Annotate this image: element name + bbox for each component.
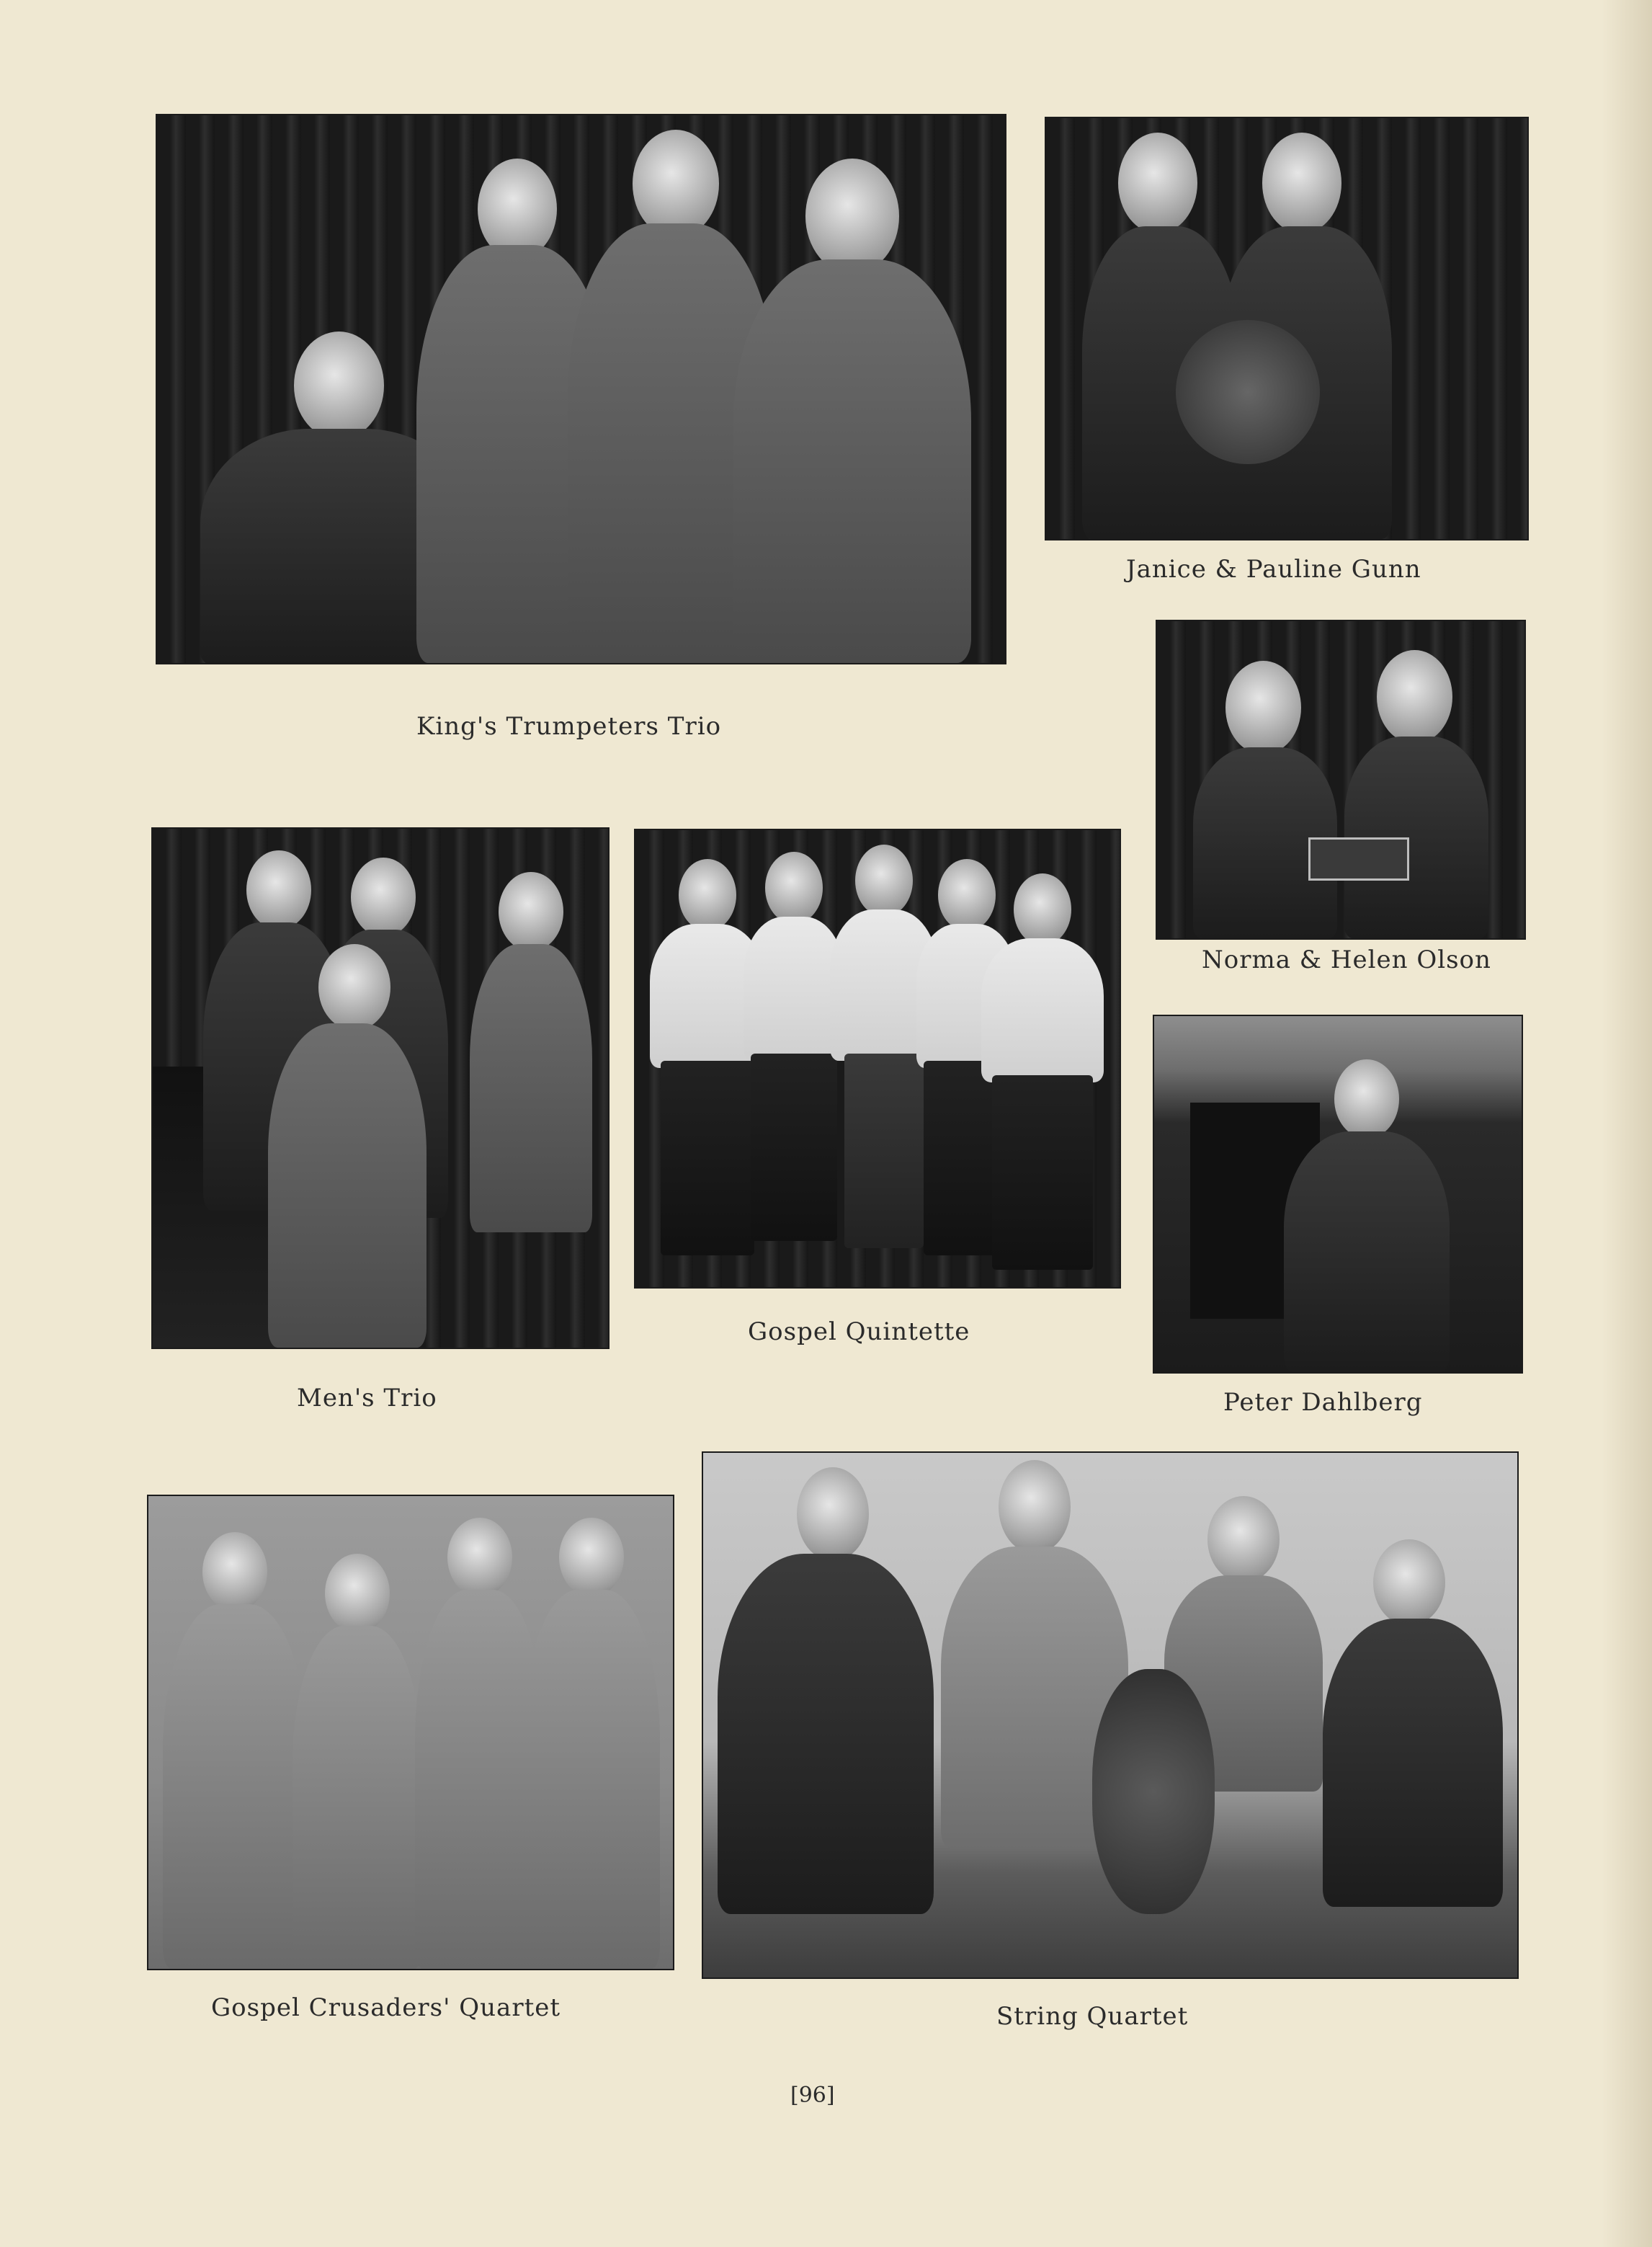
figure-singer-5 [981,873,1104,1287]
figure-crusader-4 [523,1518,660,1969]
photo-gospel-crusaders-quartet [148,1496,673,1969]
figure-crusader-1 [163,1532,307,1969]
caption-gospel-quintette: Gospel Quintette [748,1317,970,1346]
figure-helen [1344,650,1488,938]
photo-string-quartet [703,1453,1517,1977]
cello-shape [1092,1669,1215,1914]
page-edge-shadow [1602,0,1652,2247]
figure-violist [1323,1539,1503,1972]
figure-violinist-1 [718,1467,934,1972]
book-shape [1308,837,1409,881]
caption-mens-trio: Men's Trio [297,1384,437,1412]
caption-peter-dahlberg: Peter Dahlberg [1223,1388,1423,1417]
caption-gospel-crusaders-quartet: Gospel Crusaders' Quartet [211,1993,561,2022]
photo-mens-trio [153,829,608,1348]
figure-singer-2 [744,852,844,1287]
figure-pianist-men [239,944,427,1348]
figure-trumpeter-3 [719,159,978,663]
page-number: [96] [790,2083,835,2108]
photo-peter-dahlberg [1154,1016,1522,1372]
figure-norma [1193,661,1337,938]
photo-norma-helen-olson [1157,621,1524,938]
photo-gospel-quintette [635,830,1120,1287]
guitar-shape [1176,320,1320,464]
caption-norma-helen-olson: Norma & Helen Olson [1202,945,1491,974]
photo-janice-pauline-gunn [1046,118,1527,539]
photo-kings-trumpeters-trio [157,115,1005,663]
caption-string-quartet: String Quartet [996,2002,1189,2031]
figure-standing-3 [470,872,592,1232]
figure-peter [1255,1059,1471,1372]
caption-janice-pauline-gunn: Janice & Pauline Gunn [1126,555,1421,584]
caption-kings-trumpeters-trio: King's Trumpeters Trio [416,712,722,741]
figure-crusader-2 [293,1554,422,1969]
